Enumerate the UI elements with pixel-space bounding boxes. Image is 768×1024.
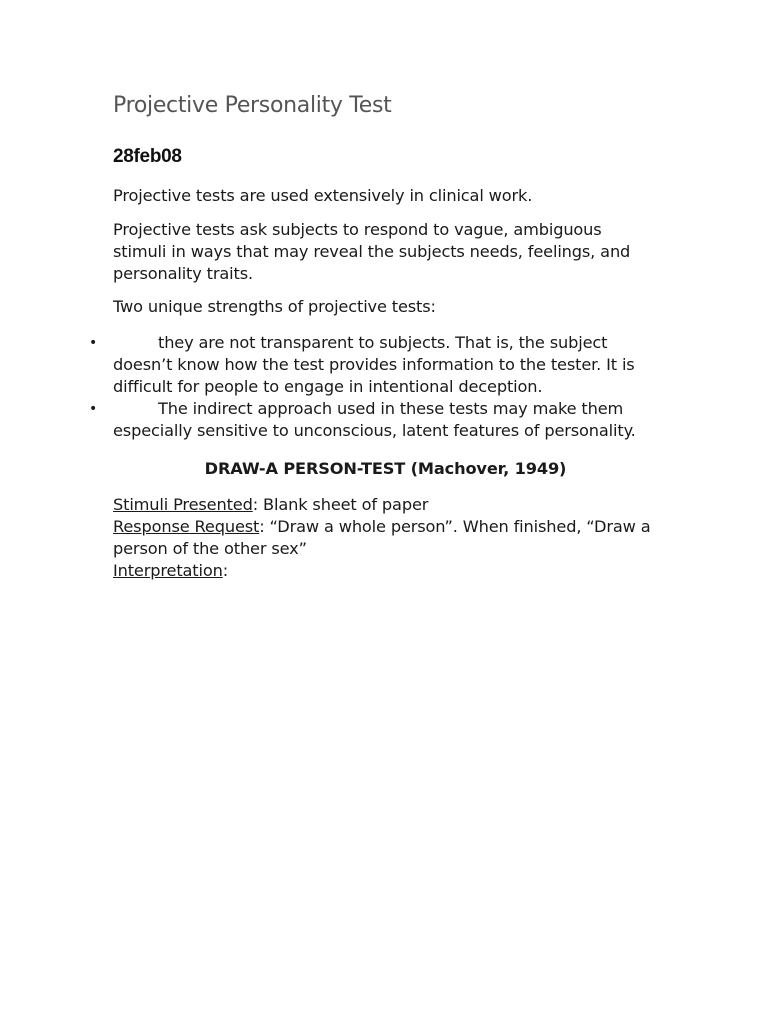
list-item <box>89 332 658 398</box>
bullet-text: they are not transparent to subjects. That is, the subject doesn’t know how the test provides information to the tester. It is difficult for people to engage in intentional deception. <box>113 333 635 396</box>
document-title: Projective Personality Test <box>113 93 392 118</box>
response-label: Response Request <box>113 517 260 536</box>
bullet-text: The indirect approach used in these tests may make them especially sensitive to unconscious, latent features of personality. <box>113 399 636 440</box>
stimuli-label: Stimuli Presented <box>113 495 253 514</box>
stimuli-value: : Blank sheet of paper <box>252 495 429 514</box>
interpretation-line <box>113 560 658 582</box>
response-value: : “Draw a whole person”. When finished, “Draw a person of the other sex” <box>113 517 651 558</box>
interpretation-value: : <box>222 561 229 580</box>
paragraph-clinical-use: Projective tests are used extensively in clinical work. <box>113 186 533 205</box>
paragraph-strengths-intro: Two unique strengths of projective tests: <box>113 297 436 316</box>
strengths-list <box>0 332 768 442</box>
section-heading: DRAW-A PERSON-TEST (Machover, 1949) <box>204 459 567 478</box>
bullet-icon: • <box>89 335 98 351</box>
post-date: 28feb08 <box>113 146 182 167</box>
interpretation-label: Interpretation <box>113 561 223 580</box>
response-line <box>113 516 658 560</box>
list-item <box>89 398 658 442</box>
paragraph-definition: Projective tests ask subjects to respond to vague, ambiguous stimuli in ways that may reveal the subjects needs, feelings, and personality traits. <box>113 220 631 283</box>
stimuli-line <box>113 494 658 516</box>
bullet-icon: • <box>89 401 98 417</box>
test-details <box>113 494 658 582</box>
